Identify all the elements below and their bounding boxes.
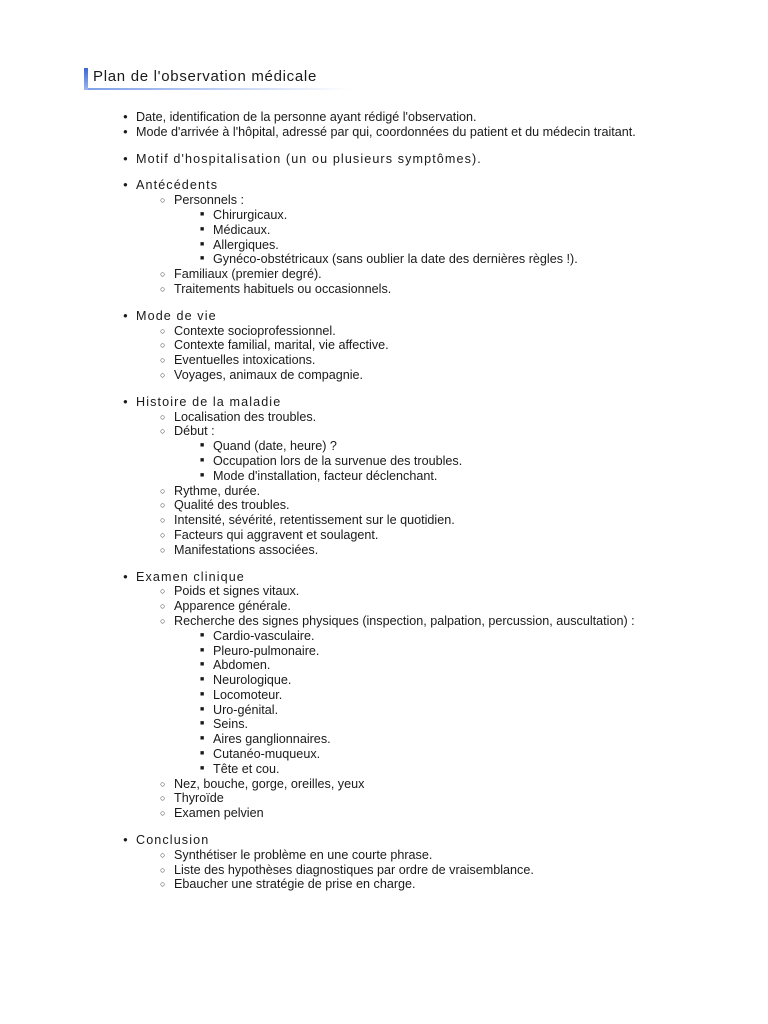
section-motif: ● Motif d'hospitalisation (un ou plusieurs symptômes). [123,151,482,166]
list-item: ○ Recherche des signes physiques (inspection, palpation, percussion, auscultation) : [160,613,635,628]
list-item: ○ Examen pelvien [160,806,264,821]
list-item: ● Date, identification de la personne ayant rédigé l'observation. [123,110,477,124]
list-item: ■ Médicaux. [200,222,271,237]
list-item: ○ Thyroïde [160,791,224,806]
square-bullet-icon: ■ [200,661,205,669]
square-bullet-icon: ■ [200,720,205,728]
list-item: ■ Occupation lors de la survenue des troubles. [200,453,463,468]
circle-bullet-icon: ○ [160,808,166,819]
list-item: ○ Liste des hypothèses diagnostiques par ordre de vraisemblance. [160,862,534,877]
square-bullet-icon: ■ [200,442,205,450]
square-bullet-icon: ■ [200,646,205,654]
list-item: ■ Aires ganglionnaires. [200,732,331,747]
circle-bullet-icon: ○ [160,500,166,511]
section-heading-examen: ● Examen clinique [123,569,245,584]
square-bullet-icon: ■ [200,764,205,772]
list-item: ■ Cutanéo-muqueux. [200,747,321,762]
circle-bullet-icon: ○ [160,325,166,336]
page-title: Plan de l'observation médicale [93,68,317,85]
list-item: ○ Ebaucher une stratégie de prise en charge. [160,877,416,892]
list-item: ■ Allergiques. [200,237,279,252]
bullet-icon: ● [123,310,129,320]
list-item: ■ Locomoteur. [200,687,283,702]
bullet-icon: ● [123,153,129,163]
bullet-icon: ● [123,180,129,190]
list-item: ■ Tête et cou. [200,761,280,776]
section-heading-histoire: ● Histoire de la maladie [123,394,282,409]
list-item: ○ Facteurs qui aggravent et soulagent. [160,527,379,542]
list-item: ○ Intensité, sévérité, retentissement sur le quotidien. [160,513,455,528]
circle-bullet-icon: ○ [160,793,166,804]
circle-bullet-icon: ○ [160,529,166,540]
list-item: ○ Poids et signes vitaux. [160,584,300,599]
square-bullet-icon: ■ [200,471,205,479]
list-item: ■ Abdomen. [200,658,271,673]
list-item: ○ Traitements habituels ou occasionnels. [160,281,392,296]
square-bullet-icon: ■ [200,240,205,248]
list-item: ■ Mode d'installation, facteur déclenchant. [200,468,438,483]
circle-bullet-icon: ○ [160,485,166,496]
circle-bullet-icon: ○ [160,411,166,422]
list-item: ○ Rythme, durée. [160,483,261,498]
circle-bullet-icon: ○ [160,586,166,597]
list-item: ○ Contexte familial, marital, vie affective. [160,338,389,353]
bullet-icon: ● [123,396,129,406]
list-item: ○ Contexte socioprofessionnel. [160,323,336,338]
list-item: ○ Nez, bouche, gorge, oreilles, yeux [160,776,365,791]
square-bullet-icon: ■ [200,456,205,464]
square-bullet-icon: ■ [200,225,205,233]
list-item: ○ Localisation des troubles. [160,409,317,424]
list-item: ○ Eventuelles intoxications. [160,353,316,368]
square-bullet-icon: ■ [200,705,205,713]
square-bullet-icon: ■ [200,631,205,639]
list-item: ■ Gynéco-obstétricaux (sans oublier la date des dernières règles !). [200,252,578,267]
square-bullet-icon: ■ [200,750,205,758]
list-item: ■ Pleuro-pulmonaire. [200,643,320,658]
bullet-icon: ● [123,835,129,845]
section-heading-mode-de-vie: ● Mode de vie [123,308,217,323]
square-bullet-icon: ■ [200,690,205,698]
square-bullet-icon: ■ [200,676,205,684]
list-item: ○ Apparence générale. [160,599,291,614]
list-item: ■ Seins. [200,717,249,732]
list-item: ■ Cardio-vasculaire. [200,628,315,643]
circle-bullet-icon: ○ [160,544,166,555]
circle-bullet-icon: ○ [160,369,166,380]
list-item: ■ Uro-génital. [200,702,279,717]
square-bullet-icon: ■ [200,255,205,263]
document-body [123,110,683,892]
section-heading-conclusion: ● Conclusion [123,833,210,848]
circle-bullet-icon: ○ [160,849,166,860]
circle-bullet-icon: ○ [160,615,166,626]
list-item: ○ Personnels : [160,193,245,208]
list-item: ○ Manifestations associées. [160,542,319,557]
circle-bullet-icon: ○ [160,778,166,789]
circle-bullet-icon: ○ [160,340,166,351]
circle-bullet-icon: ○ [160,426,166,437]
list-item: ■ Quand (date, heure) ? [200,439,337,454]
circle-bullet-icon: ○ [160,195,166,206]
circle-bullet-icon: ○ [160,355,166,366]
list-item: ○ Synthétiser le problème en une courte phrase. [160,847,433,862]
title-underline [88,88,350,90]
circle-bullet-icon: ○ [160,283,166,294]
list-item: ○ Qualité des troubles. [160,498,290,513]
title-accent-bar [84,68,88,90]
list-item: ■ Chirurgicaux. [200,207,288,222]
list-item: ■ Neurologique. [200,673,292,688]
circle-bullet-icon: ○ [160,601,166,612]
list-item: ○ Familiaux (premier degré). [160,267,322,282]
bullet-icon: ● [123,571,129,581]
circle-bullet-icon: ○ [160,269,166,280]
list-item: ○ Début : [160,424,215,439]
list-item: ● Mode d'arrivée à l'hôpital, adressé par qui, coordonnées du patient et du médecin traitant. [123,124,636,139]
circle-bullet-icon: ○ [160,864,166,875]
bullet-icon: ● [123,126,128,136]
square-bullet-icon: ■ [200,210,205,218]
bullet-icon: ● [123,112,128,121]
list-item: ○ Voyages, animaux de compagnie. [160,367,364,382]
section-heading-antecedents: ● Antécédents [123,178,219,193]
square-bullet-icon: ■ [200,735,205,743]
circle-bullet-icon: ○ [160,879,166,890]
circle-bullet-icon: ○ [160,515,166,526]
page-title-block [84,66,354,92]
